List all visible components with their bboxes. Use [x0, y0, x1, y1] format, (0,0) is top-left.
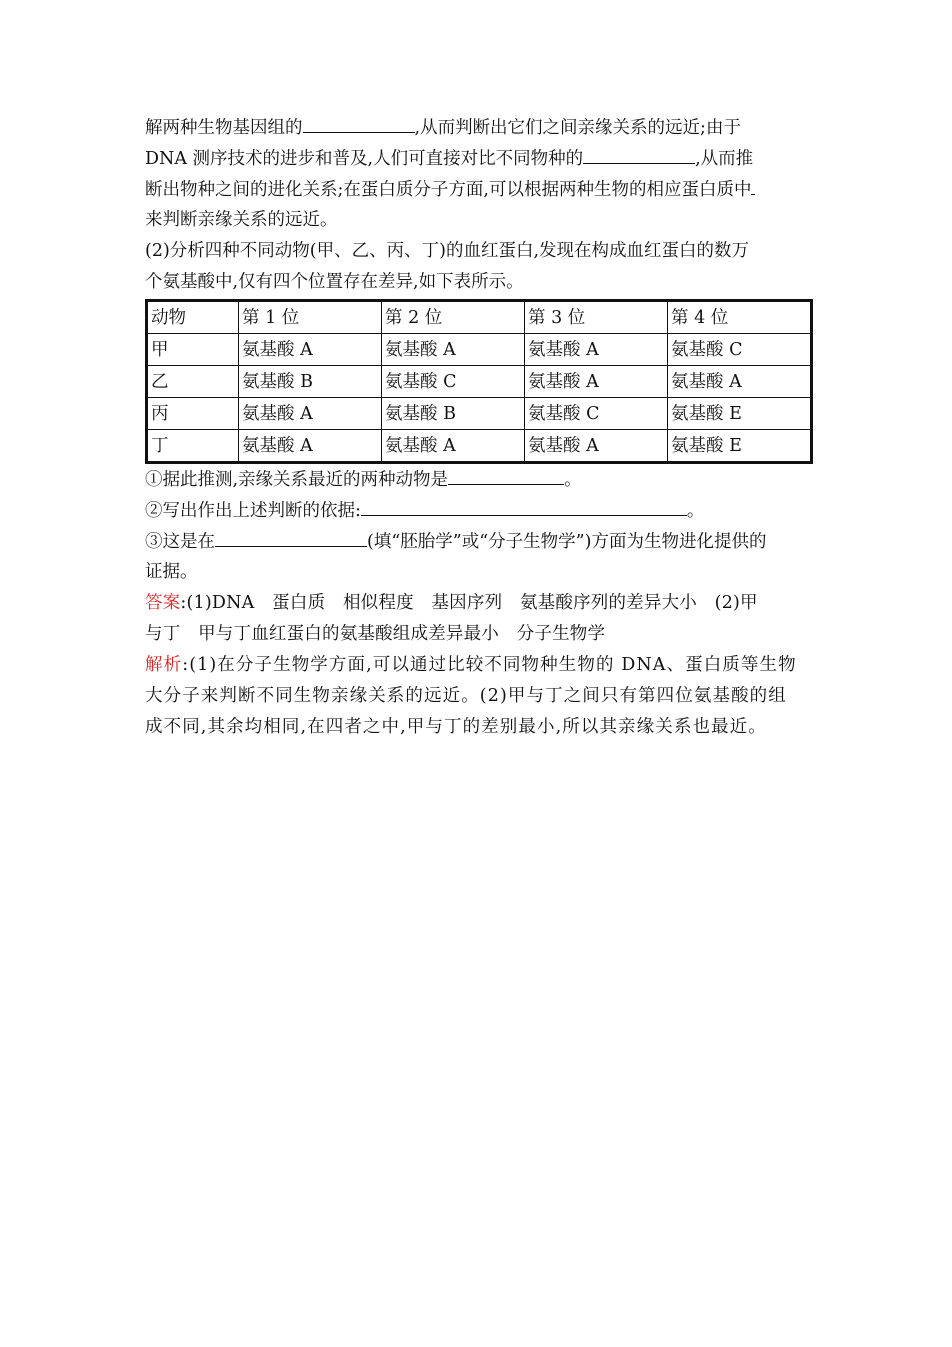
table-row	[147, 334, 812, 366]
hemoglobin-table	[145, 299, 813, 464]
answer-blank	[448, 464, 564, 485]
text: 成不同,其余均相同,在四者之中,甲与丁的差别最小,所以其亲缘关系也最近。	[145, 717, 767, 737]
explanation-label: 解析	[145, 655, 183, 675]
table-cell: 氨基酸 A	[525, 430, 668, 463]
table-cell: 乙	[147, 366, 239, 398]
table-cell: 氨基酸 A	[525, 366, 668, 398]
table-cell: 氨基酸 A	[668, 366, 812, 398]
table-cell: 氨基酸 A	[525, 334, 668, 366]
para2-line2	[145, 267, 810, 298]
table-header-row	[147, 301, 812, 334]
table-cell: 氨基酸 A	[239, 430, 382, 463]
table-cell: 氨基酸 A	[382, 334, 525, 366]
table-cell: 丁	[147, 430, 239, 463]
text: :(1)DNA 蛋白质 相似程度 基因序列 氨基酸序列的差异大小 (2)甲	[180, 593, 758, 613]
table-row	[147, 430, 812, 463]
table-header-cell: 第 4 位	[668, 301, 812, 334]
para1-line3	[145, 174, 810, 205]
table-row	[147, 366, 812, 398]
answer-label: 答案	[145, 593, 181, 613]
text: 与丁 甲与丁血红蛋白的氨基酸组成差异最小 分子生物学	[145, 624, 606, 644]
text: (填“胚胎学”或“分子生物学”)方面为生物进化提供的	[367, 532, 767, 552]
table-row	[147, 398, 812, 430]
answer-blank	[215, 526, 367, 547]
text: 大分子来判断不同生物亲缘关系的远近。(2)甲与丁之间只有第四位氨基酸的组	[145, 686, 787, 706]
text: 来判断亲缘关系的远近。	[145, 210, 338, 230]
table-cell: 氨基酸 C	[525, 398, 668, 430]
para1-line1	[145, 112, 810, 143]
para1-line4	[145, 205, 810, 236]
text: DNA 测序技术的进步和普及,人们可直接对比不同物种的	[145, 149, 584, 169]
answer-blank	[751, 174, 755, 195]
table-cell: 氨基酸 A	[239, 398, 382, 430]
answer-blank	[583, 143, 695, 164]
text: 断出物种之间的进化关系;在蛋白质分子方面,可以根据两种生物的相应蛋白质中	[145, 180, 752, 200]
table-cell: 丙	[147, 398, 239, 430]
question-2	[145, 495, 810, 526]
explanation-line1	[145, 650, 810, 681]
table-header-cell: 动物	[147, 301, 239, 334]
table-cell: 氨基酸 B	[239, 366, 382, 398]
table-cell: 甲	[147, 334, 239, 366]
question-3-line1	[145, 526, 810, 557]
table-cell: 氨基酸 E	[668, 430, 812, 463]
answer-blank	[361, 495, 687, 516]
table-header-cell: 第 2 位	[382, 301, 525, 334]
text: 个氨基酸中,仅有四个位置存在差异,如下表所示。	[145, 272, 524, 292]
table-cell: 氨基酸 A	[239, 334, 382, 366]
explanation-line2	[145, 681, 810, 712]
text: ,从而判断出它们之间亲缘关系的远近;由于	[414, 118, 741, 138]
table-cell: 氨基酸 B	[382, 398, 525, 430]
answer-line2	[145, 619, 810, 650]
table-cell: 氨基酸 C	[382, 366, 525, 398]
answer-blank	[303, 112, 415, 133]
text: (2)分析四种不同动物(甲、乙、丙、丁)的血红蛋白,发现在构成血红蛋白的数万	[145, 241, 750, 261]
text: ①据此推测,亲缘关系最近的两种动物是	[145, 470, 449, 490]
text: 。	[686, 501, 705, 521]
table-cell: 氨基酸 E	[668, 398, 812, 430]
text: 解两种生物基因组的	[145, 118, 303, 138]
explanation-line3	[145, 712, 810, 743]
table-cell: 氨基酸 A	[382, 430, 525, 463]
question-content	[145, 112, 810, 743]
table-header-cell: 第 1 位	[239, 301, 382, 334]
text: 。	[564, 470, 582, 490]
answer-line1	[145, 588, 810, 619]
text: :(1)在分子生物学方面,可以通过比较不同物种生物的 DNA、蛋白质等生物	[182, 655, 797, 675]
para2-line1	[145, 236, 810, 267]
text: ③这是在	[145, 532, 215, 552]
para1-line2	[145, 143, 810, 174]
table-header-cell: 第 3 位	[525, 301, 668, 334]
text: 证据。	[145, 562, 198, 582]
text: ②写出作出上述判断的依据:	[145, 501, 361, 521]
table-cell: 氨基酸 C	[668, 334, 812, 366]
question-3-line2	[145, 557, 810, 588]
question-1	[145, 464, 810, 495]
text: ,从而推	[695, 149, 754, 169]
